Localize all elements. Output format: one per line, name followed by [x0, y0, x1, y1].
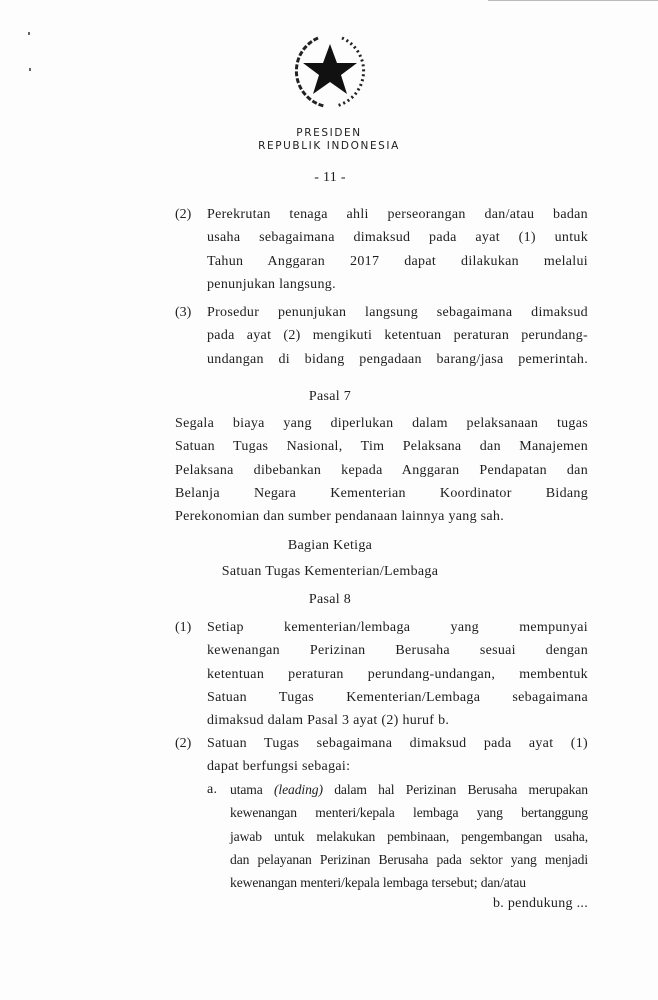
sub-item-paragraph: [230, 778, 588, 894]
item-number: (3): [175, 305, 192, 320]
text-line: dan pelayanan Perizinan Berusaha pada sektor yang menjadi: [230, 851, 588, 867]
paragraph: [175, 412, 588, 528]
text-line: Pelaksana dibebankan kepada Anggaran Pendapatan dan: [175, 462, 588, 478]
text-line: Satuan Tugas Kementerian/Lembaga sebagaimana: [207, 689, 588, 705]
text-line: Belanja Negara Kementerian Koordinator Bidang: [175, 485, 588, 501]
header-title-line1: PRESIDEN: [296, 127, 362, 139]
text-line: usaha sebagaimana dimaksud pada ayat (1) untuk: [207, 230, 588, 246]
item-number: (2): [175, 736, 192, 751]
continuation-note: b. pendukung ...: [492, 896, 588, 911]
text-line: kewenangan menteri/kepala lembaga yang bertanggung: [230, 805, 588, 821]
article-title: Pasal 8: [308, 592, 352, 607]
paragraph: [207, 616, 588, 732]
text-span: dalam hal Perizinan Berusaha merupakan: [322, 782, 588, 797]
text-line: Tahun Anggaran 2017 dapat dilakukan melalui: [207, 253, 588, 269]
item-number: (2): [175, 207, 192, 222]
article-title: Pasal 7: [308, 389, 352, 404]
text-line: Segala biaya yang diperlukan dalam pelaksanaan tugas: [175, 416, 588, 431]
text-line: Satuan Tugas Nasional, Tim Pelaksana dan Manajemen: [175, 439, 588, 455]
sub-item-letter: a.: [207, 782, 218, 797]
text-line: pada ayat (2) mengikuti ketentuan peraturan perundang-: [207, 328, 588, 344]
text-line: Perekrutan tenaga ahli perseorangan dan/atau badan: [207, 207, 588, 222]
section-title: Bagian Ketiga: [287, 538, 373, 553]
section-subtitle: Satuan Tugas Kementerian/Lembaga: [221, 564, 439, 579]
text-line: jawab untuk melakukan pembinaan, pengembangan usaha,: [230, 828, 588, 844]
italic-term: (leading): [273, 782, 323, 797]
text-line: Prosedur penunjukan langsung sebagaimana dimaksud: [207, 305, 588, 320]
scan-speck: [29, 68, 31, 71]
paragraph: [207, 732, 588, 779]
text-span: utama: [230, 782, 274, 797]
text-line: undangan di bidang pengadaan barang/jasa pemerintah.: [207, 351, 588, 367]
scan-speck: [28, 32, 30, 35]
garuda-star-emblem-icon: [288, 28, 372, 112]
page-number: - 11 -: [314, 170, 346, 185]
text-line: kewenangan menteri/kepala lembaga tersebut; dan/atau: [230, 875, 526, 891]
text-line: ketentuan peraturan perundang-undangan, membentuk: [207, 666, 588, 682]
header-title-line2: REPUBLIK INDONESIA: [258, 140, 400, 152]
paragraph: [207, 203, 588, 296]
item-number: (1): [175, 620, 192, 635]
text-line: Setiap kementerian/lembaga yang mempunyai: [207, 620, 588, 635]
paragraph: [207, 301, 588, 371]
text-line: dimaksud dalam Pasal 3 ayat (2) huruf b.: [207, 713, 450, 729]
text-line: dapat berfungsi sebagai:: [207, 759, 351, 775]
text-line: kewenangan Perizinan Berusaha sesuai dengan: [207, 643, 588, 659]
text-line: Perekonomian dan sumber pendanaan lainnya yang sah.: [175, 509, 505, 525]
scan-edge-line: [488, 0, 658, 1]
text-line: Satuan Tugas sebagaimana dimaksud pada ayat (1): [207, 736, 588, 751]
text-line: [230, 778, 588, 801]
text-line: penunjukan langsung.: [207, 276, 336, 292]
